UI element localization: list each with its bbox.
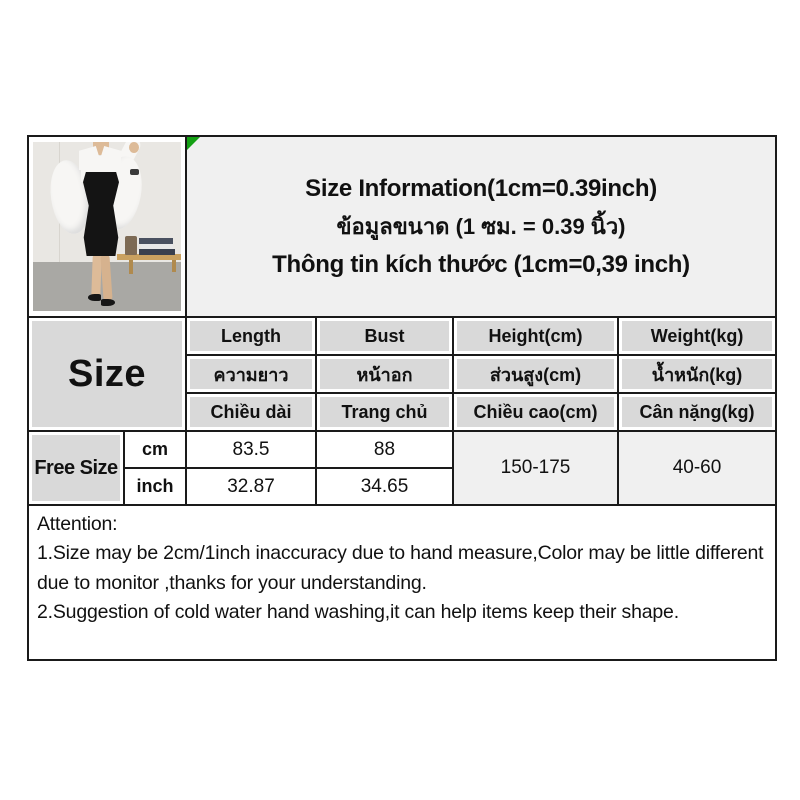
photo-shoe <box>88 294 101 301</box>
header-bust-en: Bust <box>316 317 453 355</box>
header-length-th: ความยาว <box>186 355 316 393</box>
photo-bench-leg <box>172 260 176 272</box>
photo-cup <box>125 236 137 255</box>
product-photo <box>33 142 181 311</box>
header-height-th: ส่วนสูง(cm) <box>453 355 618 393</box>
size-information-table <box>27 135 777 661</box>
photo-book <box>139 238 173 244</box>
title-thai: ข้อมูลขนาด (1 ซม. = 0.39 นิ้ว) <box>336 213 626 239</box>
header-height-en: Height(cm) <box>453 317 618 355</box>
attention-heading: Attention: <box>37 513 118 535</box>
photo-shoe <box>101 299 115 306</box>
header-weight-vi: Cân nặng(kg) <box>618 393 776 431</box>
product-photo-cell <box>28 136 186 317</box>
photo-hand <box>129 142 139 153</box>
photo-book <box>139 249 175 255</box>
header-weight-th: น้ำหนัก(kg) <box>618 355 776 393</box>
header-bust-vi: Trang chủ <box>316 393 453 431</box>
header-length-en: Length <box>186 317 316 355</box>
weight-range-value: 40-60 <box>618 431 776 505</box>
photo-watch <box>130 169 139 175</box>
attention-note-1: 1.Size may be 2cm/1inch inaccuracy due to hand measure,Color may be little different due to monitor ,thanks for your understanding. <box>37 542 764 594</box>
header-bust-th: หน้าอก <box>316 355 453 393</box>
photo-book <box>141 244 173 249</box>
bust-cm-value: 88 <box>316 431 453 468</box>
unit-inch-label: inch <box>124 468 186 505</box>
size-corner-label: Size <box>28 317 186 431</box>
height-range-value: 150-175 <box>453 431 618 505</box>
photo-black-dress <box>83 172 119 256</box>
title-cell <box>186 136 776 317</box>
photo-leg <box>100 254 112 302</box>
bust-inch-value: 34.65 <box>316 468 453 505</box>
length-inch-value: 32.87 <box>186 468 316 505</box>
title-vietnamese: Thông tin kích thước (1cm=0,39 inch) <box>272 250 690 278</box>
attention-note-2: 2.Suggestion of cold water hand washing,it can help items keep their shape. <box>37 600 679 623</box>
length-cm-value: 83.5 <box>186 431 316 468</box>
photo-bench-leg <box>129 260 133 274</box>
title-english: Size Information(1cm=0.39inch) <box>305 174 657 202</box>
header-height-vi: Chiều cao(cm) <box>453 393 618 431</box>
green-corner-flag-icon <box>187 137 200 150</box>
unit-cm-label: cm <box>124 431 186 468</box>
header-weight-en: Weight(kg) <box>618 317 776 355</box>
header-length-vi: Chiều dài <box>186 393 316 431</box>
attention-section <box>28 505 776 660</box>
free-size-label: Free Size <box>28 431 124 505</box>
